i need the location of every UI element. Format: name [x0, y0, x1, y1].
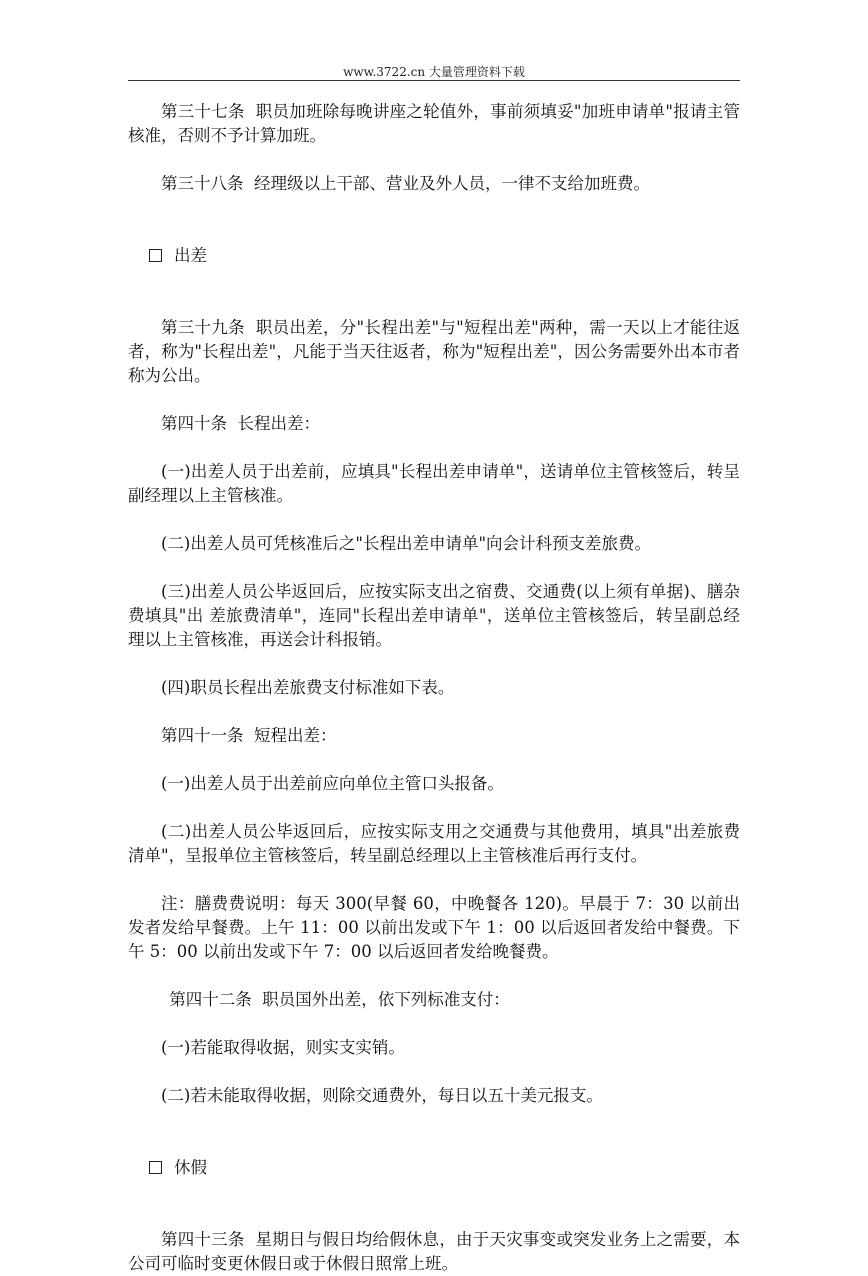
article-43: 第四十三条 星期日与假日均给假休息，由于天灾事变或突发业务上之需要，本公司可临时变更休假日或于休假日照常上班。 [128, 1230, 740, 1273]
section-label: 出差 [173, 246, 207, 265]
section-heading-leave [128, 1132, 740, 1204]
article-40: 第四十条 长程出差： [161, 414, 320, 433]
article-41-item-1: (一)出差人员于出差前应向单位主管口头报备。 [161, 774, 504, 793]
meal-fee-note: 注：膳费费说明：每天 300(早餐 60，中晚餐各 120)。早晨于 7：30 以前出发者发给早餐费。上午 11：00 以前出发或下午 1：00 以后返回者发给中餐费。下午 5：00 以前出发或下午 7：00 以后返回者发给晚餐费。 [128, 894, 740, 961]
header-rule [128, 80, 740, 81]
article-38: 第三十八条 经理级以上干部、营业及外人员，一律不支给加班费。 [161, 174, 650, 193]
section-label: 休假 [173, 1158, 207, 1177]
document-body [128, 100, 740, 1276]
article-40-item-1: (一)出差人员于出差前，应填具"长程出差申请单"，送请单位主管核签后，转呈副经理以上主管核准。 [128, 462, 740, 505]
article-41: 第四十一条 短程出差： [161, 726, 337, 745]
page-header: www.3722.cn 大量管理资料下载 [343, 65, 525, 79]
article-42: 第四十二条 职员国外出差，依下列标准支付： [169, 990, 510, 1009]
article-40-item-2: (二)出差人员可凭核准后之"长程出差申请单"向会计科预支差旅费。 [161, 534, 652, 553]
article-42-item-1: (一)若能取得收据，则实支实销。 [161, 1038, 405, 1057]
article-40-item-4: (四)职员长程出差旅费支付标准如下表。 [161, 678, 455, 697]
checkbox-icon [149, 1161, 162, 1174]
article-42-item-2: (二)若未能取得收据，则除交通费外，每日以五十美元报支。 [161, 1086, 603, 1105]
article-40-item-3: (三)出差人员公毕返回后，应按实际支出之宿费、交通费(以上须有单据)、膳杂费填具"出 差旅费清单"，连同"长程出差申请单"，送单位主管核签后，转呈副总经理以上主管核准，再送会计科报销。 [128, 582, 740, 649]
article-41-item-2: (二)出差人员公毕返回后，应按实际支用之交通费与其他费用，填具"出差旅费清单"，呈报单位主管核签后，转呈副总经理以上主管核准后再行支付。 [128, 822, 740, 865]
section-heading-travel [128, 220, 740, 292]
article-39: 第三十九条 职员出差，分"长程出差"与"短程出差"两种，需一天以上才能往返者，称为"长程出差"，凡能于当天往返者，称为"短程出差"，因公务需要外出本市者称为公出。 [128, 318, 740, 385]
checkbox-icon [149, 249, 162, 262]
article-37: 第三十七条 职员加班除每晚讲座之轮值外，事前须填妥"加班申请单"报请主管核准，否则不予计算加班。 [128, 102, 740, 145]
